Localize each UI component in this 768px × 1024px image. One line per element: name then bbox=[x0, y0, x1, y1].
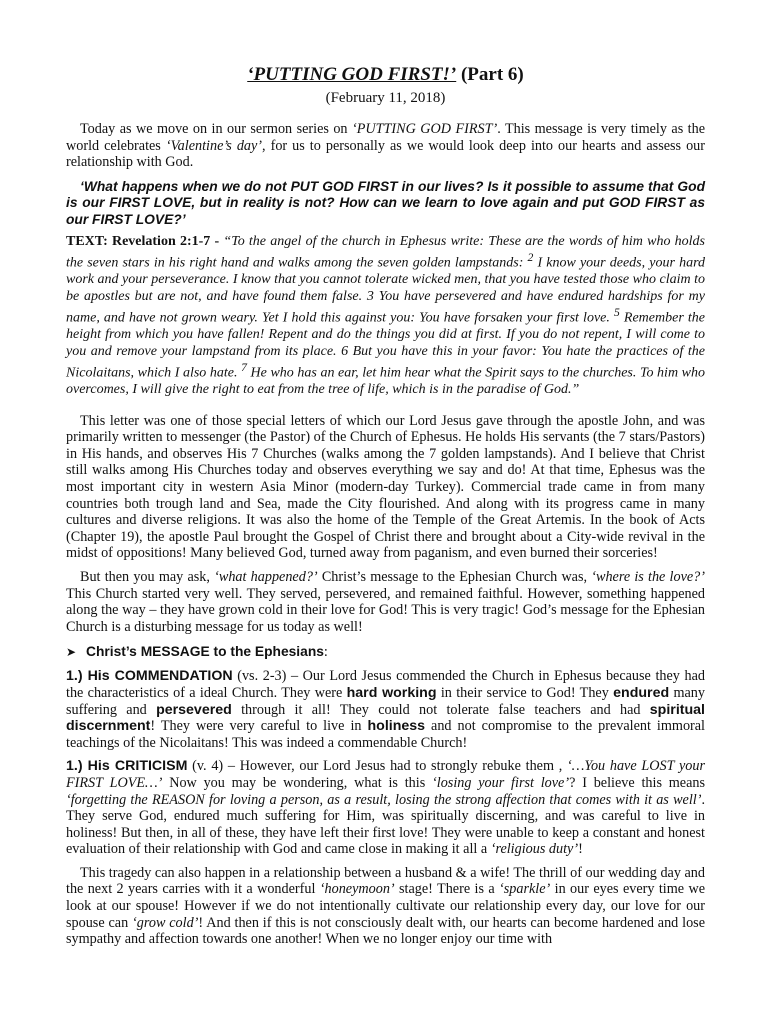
sermon-title bbox=[66, 64, 705, 86]
text-run: . They serve God, endured much suffering for Him, was spiritually discerning, and was careful to live in holiness! But then, in all of these, they have left their first love! They were unable to keep a constant and honest evaluation of their relationship with God and came close in making it all a bbox=[66, 791, 705, 858]
arrow-bullet-icon: ➤ bbox=[66, 645, 77, 660]
ask-paragraph bbox=[66, 569, 705, 635]
text-run: (vs. 2-3) – Our Lord Jesus commended the Church in Ephesus because they had the characteristics of a ideal Church. They were bbox=[66, 668, 705, 701]
title-main: ‘PUTTING GOD FIRST!’ bbox=[247, 64, 457, 85]
text-run: ‘where is the love?’ bbox=[591, 568, 705, 585]
scripture-text bbox=[66, 234, 705, 399]
criticism-paragraph bbox=[66, 758, 705, 858]
verse-number: 7 bbox=[241, 361, 247, 375]
text-run: ‘what happened?’ bbox=[214, 568, 318, 585]
section-heading-label: Christ’s MESSAGE to the Ephesians bbox=[86, 644, 324, 660]
text-run: ‘honeymoon’ bbox=[319, 881, 395, 898]
text-run: ‘sparkle’ bbox=[499, 881, 551, 898]
text-run: : bbox=[323, 644, 328, 661]
text-run: holiness bbox=[367, 718, 426, 735]
commendation-paragraph bbox=[66, 668, 705, 751]
text-run: hard working bbox=[346, 684, 437, 701]
text-run: and not compromise to the prevalent immoral teachings of the Nicolaitans! This was indeed a commendable Church! bbox=[66, 718, 705, 751]
text-run: ! bbox=[578, 841, 583, 858]
sermon-date: (February 11, 2018) bbox=[325, 90, 446, 106]
text-run: ‘Valentine’s day’ bbox=[165, 137, 263, 154]
text-run: spiritual discernment bbox=[66, 701, 705, 735]
text-run: ‘religious duty’ bbox=[490, 841, 579, 858]
text-run: ‘forgetting the REASON for loving a person, as a result, losing the strong affection that comes with it as well’ bbox=[66, 791, 702, 808]
text-run: Now you may be wondering, what is this bbox=[162, 774, 433, 791]
text-run: . This message is very timely as the world celebrates bbox=[66, 121, 705, 154]
text-run: He who has an ear, let him hear what the Spirit says to the churches. To him who overcomes, I will give the right to eat from the tree of life, which is in the paradise of God.” bbox=[66, 365, 705, 398]
text-run: (v. 4) – However, our Lord Jesus had to strongly rebuke them , bbox=[187, 758, 568, 775]
point-heading: 1.) His CRITICISM bbox=[66, 758, 188, 775]
text-run: This tragedy can also happen in a relationship between a husband & a wife! The thrill of our wedding day and the next 2 years carries with it a wonderful bbox=[66, 864, 705, 898]
text-run: ‘grow cold’ bbox=[132, 914, 199, 931]
title-part: (Part 6) bbox=[456, 64, 524, 85]
text-run: “To the angel of the church in Ephesus write: These are the words of him who holds the seven stars in his right hand and walks among the seven golden lampstands: bbox=[66, 234, 706, 272]
text-run: persevered bbox=[156, 701, 232, 718]
text-run: ! They were very careful to live in bbox=[150, 718, 368, 735]
section-heading bbox=[66, 643, 705, 661]
text-run: ? I believe this means bbox=[569, 774, 706, 791]
text-run: ‘…You have LOST your FIRST LOVE…’ bbox=[66, 758, 705, 791]
tragedy-paragraph bbox=[66, 865, 705, 948]
letter-paragraph: This letter was one of those special letters of which our Lord Jesus gave through the apostle John, and was primarily written to messenger (the Pastor) of the Church of Ephesus. He holds His servants (the 7 stars/Pastors) in His hands, and observes His 7 Churches (walks among the 7 golden lampstands). And I believe that Christ still walks among His Churches today and observes everything we say and do! At that time, Ephesus was the most important city in western Asia Minor (modern-day Turkey). Commercial trade came in from many countries both trough land and Sea, made the City flourished. And along with its progress came in many cultures and diverse religions. It was also the home of the Temple of the Great Artemis. In the book of Acts (Chapter 19), the apostle Paul brought the Gospel of Christ there and brought about a City-wide revival in the midst of oppositions! Many believed God, turned away from paganism, and even burned their sorceries! bbox=[66, 412, 705, 562]
intro-paragraph bbox=[66, 121, 705, 171]
verse-number: 5 bbox=[613, 306, 620, 320]
verse-number: 2 bbox=[527, 251, 534, 265]
text-run: many suffering and bbox=[66, 684, 705, 718]
key-questions: ‘What happens when we do not PUT GOD FIRST in our lives? Is it possible to assume that God is our FIRST LOVE, but in reality is not? How can we learn to love again and put GOD FIRST as our FIRST LOVE?’ bbox=[66, 178, 705, 227]
text-run: Remember the height from which you have fallen! Repent and do the things you did at first. If you do not repent, I will come to you and remove your lampstand from its place. 6 But you have this in your favor: You hate the practices of the Nicolaitans, which I also hate. bbox=[66, 310, 705, 381]
text-run: ‘PUTTING GOD FIRST’ bbox=[351, 121, 498, 137]
text-run: , for us to personally as we would look deep into our hearts and assess our relationship with God. bbox=[66, 137, 705, 171]
text-run: in their service to God! They bbox=[436, 684, 614, 701]
text-run: But then you may ask, bbox=[80, 568, 215, 585]
text-run: ‘losing your first love’ bbox=[432, 774, 570, 791]
text-run: in our eyes every time we look at our spouse! However if we do not intentionally cultivate our relationship every day, our love for our spouse can bbox=[66, 881, 705, 931]
text-run: I know your deeds, your hard work and your perseverance. I know that you cannot tolerate wicked men, that you have tested those who claim to be apostles but are not, and have found them false. 3 You have persevered and have endured hardships for my name, and have not grown weary. Yet I hold this against you: You have forsaken your first love. bbox=[66, 256, 705, 326]
text-run: This Church started very well. They served, persevered, and remained faithful. However, something happened along the way – they have grown cold in their love for God! This is very tragic! God’s message for the Ephesian Church is a disturbing message for us today as well! bbox=[66, 585, 705, 635]
text-run: ! And then if this is not consciously dealt with, our hearts can become hardened and lose sympathy and affection towards one another! When we no longer enjoy our time with bbox=[66, 914, 705, 948]
text-run: Christ’s message to the Ephesian Church was, bbox=[317, 568, 592, 585]
point-heading: 1.) His COMMENDATION bbox=[66, 668, 233, 685]
scripture-label: TEXT: Revelation 2:1-7 - bbox=[66, 234, 224, 249]
text-run: endured bbox=[613, 684, 670, 701]
text-run: Today as we move on in our sermon series on bbox=[80, 121, 352, 137]
text-run: through it all! They could not tolerate false teachers and had bbox=[231, 701, 650, 718]
text-run: stage! There is a bbox=[394, 881, 500, 898]
